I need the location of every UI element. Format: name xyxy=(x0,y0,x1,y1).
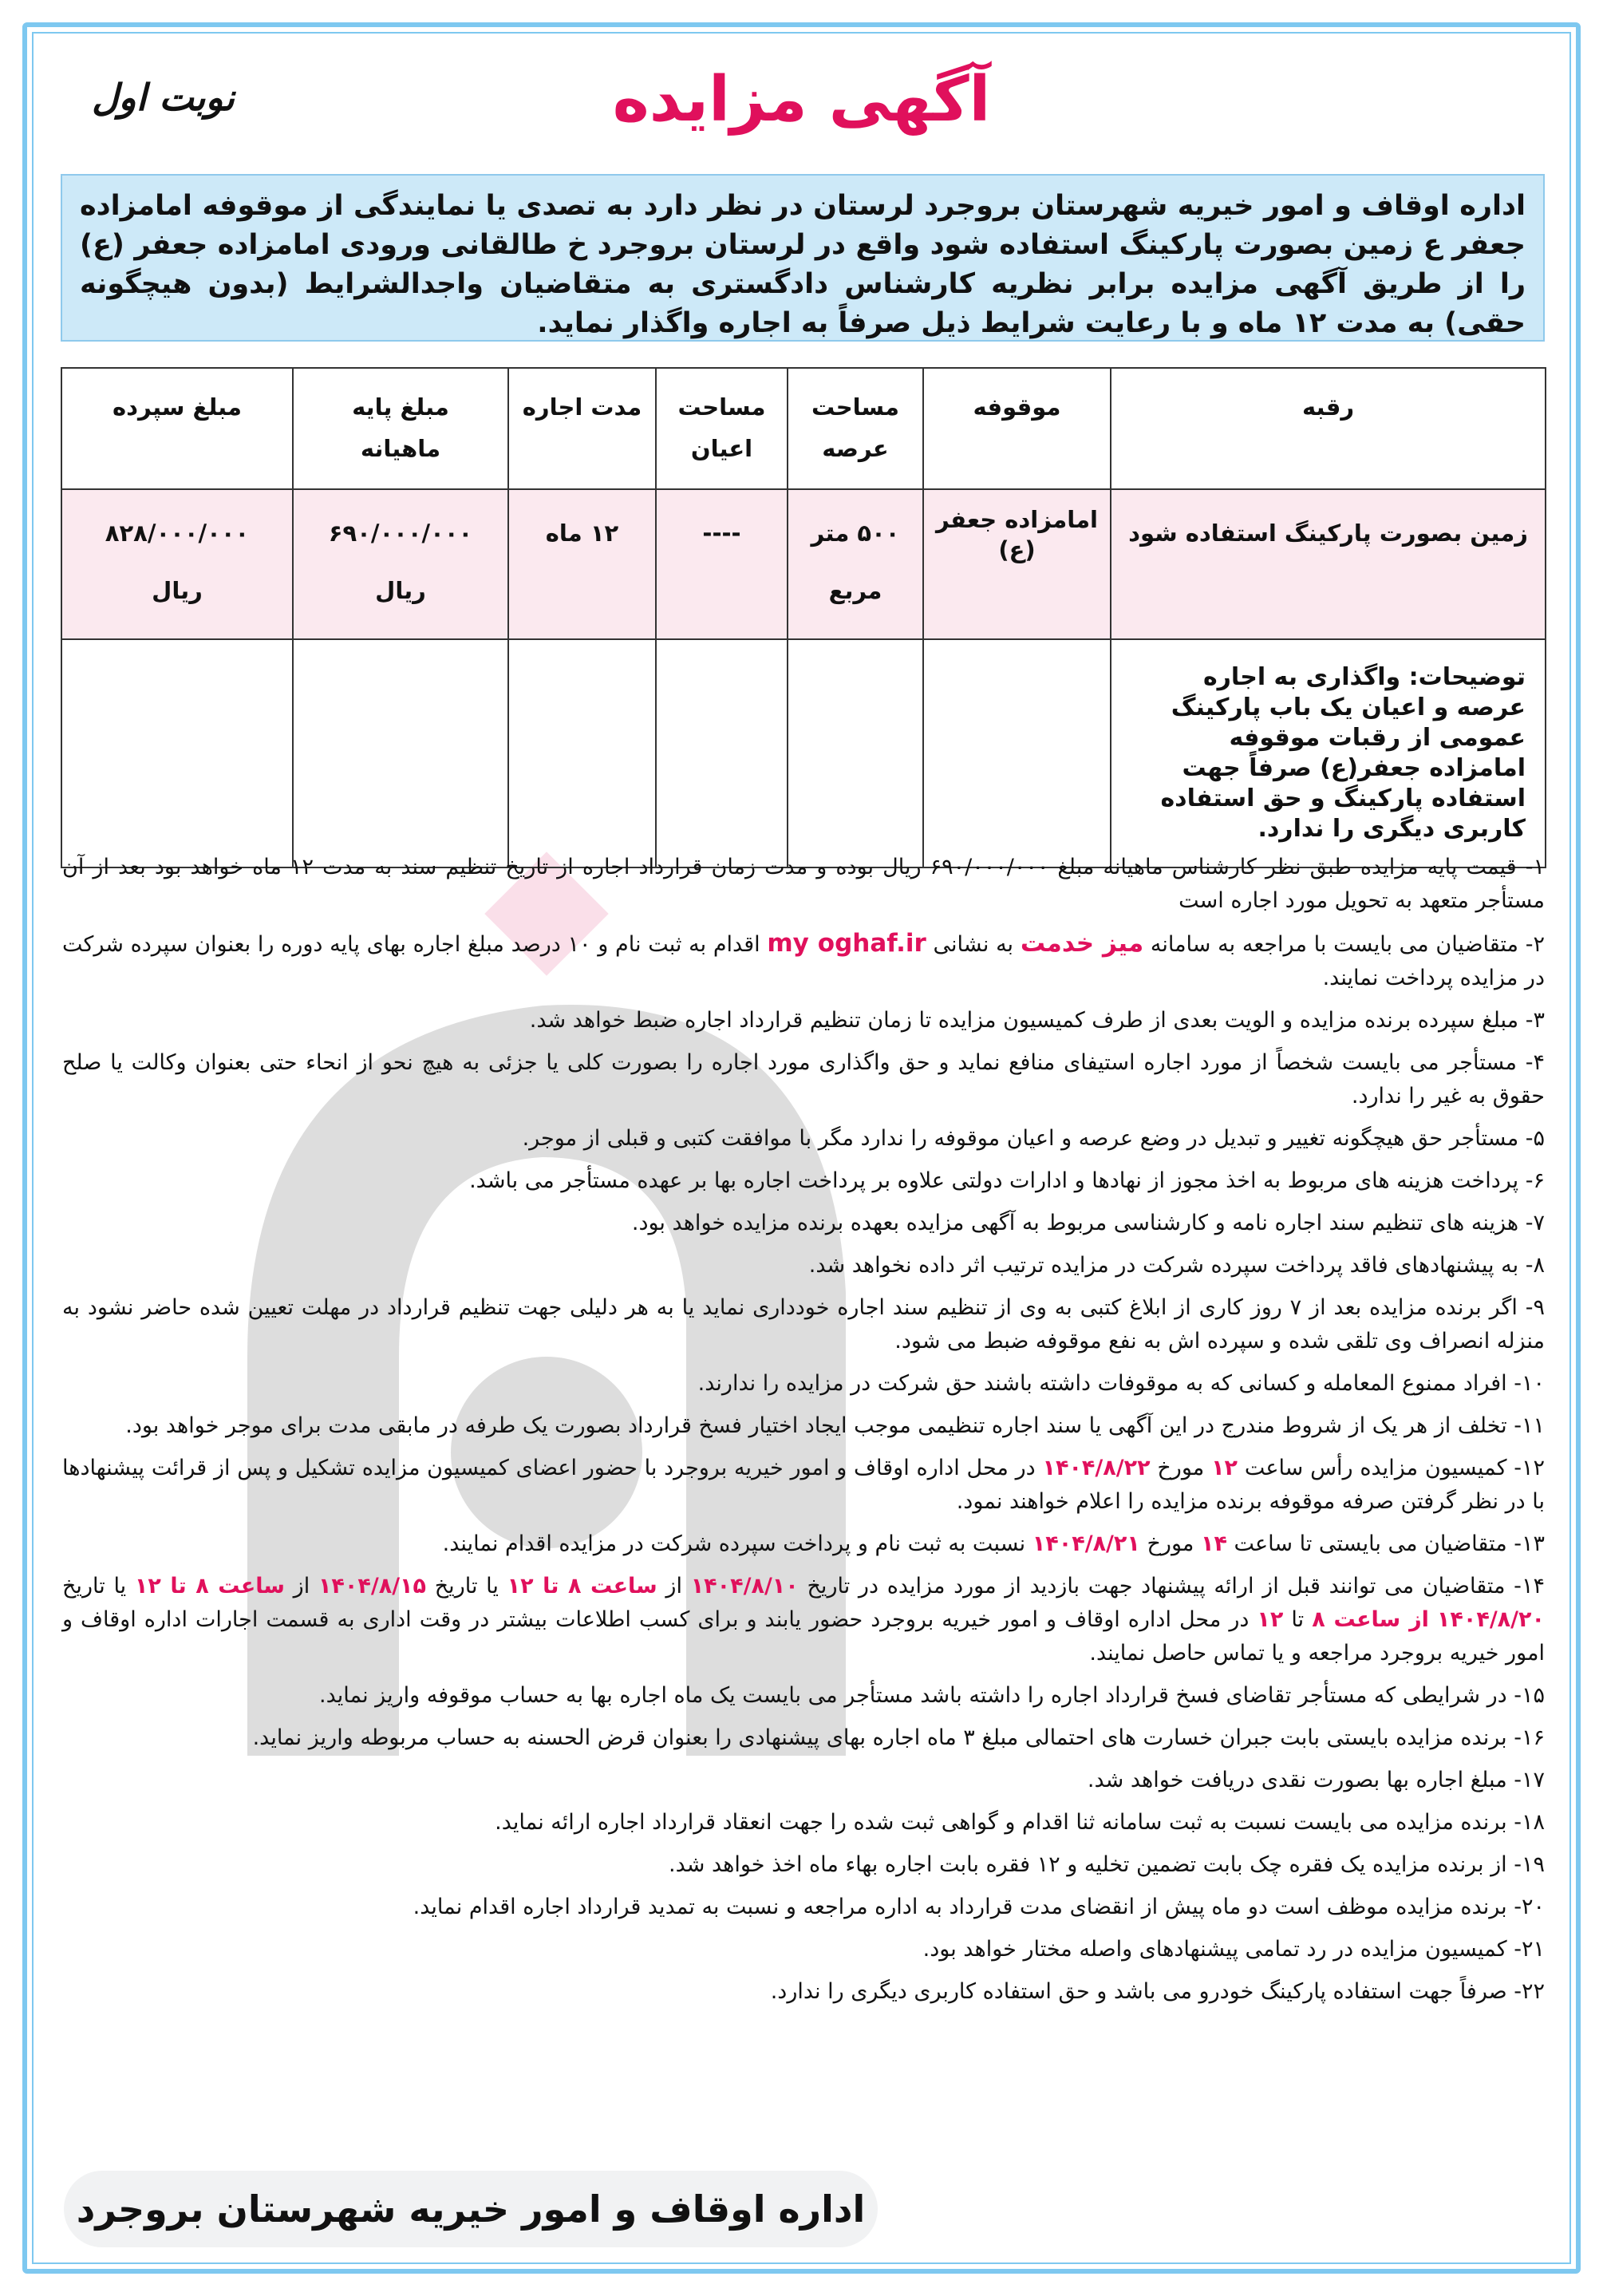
header-building-area: مساحت اعیان xyxy=(656,368,788,489)
cell-item: زمین بصورت پارکینگ استفاده شود xyxy=(1111,489,1546,639)
website-link[interactable]: my oghaf.ir xyxy=(767,929,926,958)
cell-endowment: امامزاده جعفر (ع) xyxy=(923,489,1111,639)
condition-10: ۱۰- افراد ممنوع المعامله و کسانی که به موقوفات داشته باشند حق شرکت در مزایده را ندارند. xyxy=(697,1371,1545,1396)
cell-notes: توضیحات: واگذاری به اجاره عرصه و اعیان یک باب پارکینگ عمومی از رقبات موقوفه امامزاده جعفر(ع) صرفاً جهت استفاده پارکینگ و حق استفاده کاربری دیگری را ندارد. xyxy=(1111,639,1546,867)
cell-building-area: ---- xyxy=(656,489,788,639)
turn-label: نوبت اول xyxy=(92,76,235,119)
condition-11: ۱۱- تخلف از هر یک از شروط مندرج در این آگهی یا سند اجاره تنظیمی موجب ایجاد اختیار فسخ قرارداد بصورت یک طرفه در مابقی مدت برای موجر خواهد بود. xyxy=(125,1413,1545,1438)
condition-2: ۲- متقاضیان می بایست با مراجعه به سامانه میز خدمت به نشانی my oghaf.ir اقدام به ثبت نام و ۱۰ درصد مبلغ اجاره بهای پایه دوره را بعنوان سپرده شرکت در مزایده پرداخت نمایند. xyxy=(62,929,1545,990)
condition-5: ۵- مستأجر حق هیچگونه تغییر و تبدیل در وضع عرصه و اعیان موقوفه را ندارد مگر با موافقت کتبی و قبلی از موجر. xyxy=(522,1126,1545,1151)
condition-6: ۶- پرداخت هزینه های مربوط به اخذ مجوز از نهادها و ادارات دولتی علاوه بر پرداخت اجاره بها بر عهده مستأجر می باشد. xyxy=(469,1168,1545,1193)
header-base-price: مبلغ پایه ماهیانه xyxy=(293,368,508,489)
conditions-list xyxy=(62,851,1545,2017)
table-notes-row xyxy=(61,639,1546,867)
condition-14: ۱۴- متقاضیان می توانند قبل از ارائه پیشنهاد جهت بازدید از مورد مزایده در تاریخ ۱۴۰۴/۸/۱۰ از ساعت ۸ تا ۱۲ یا تاریخ ۱۴۰۴/۸/۱۵ از ساعت ۸ تا ۱۲ یا تاریخ ۱۴۰۴/۸/۲۰ از ساعت ۸ تا ۱۲ در محل اداره اوقاف و امور خیریه بروجرد حضور یابند و برای کسب اطلاعات بیشتر در وقت اداری به قسمت اجارات اداره اوقاف و امور خیریه بروجرد مراجعه و یا تماس حاصل نمایند. xyxy=(62,1574,1545,1666)
header-item: رقبه xyxy=(1111,368,1546,489)
footer-organization: اداره اوقاف و امور خیریه شهرستان بروجرد xyxy=(64,2171,878,2247)
intro-paragraph: اداره اوقاف و امور خیریه شهرستان بروجرد لرستان در نظر دارد به تصدی یا نمایندگی از موقوفه امامزاده جعفر ع زمین بصورت پارکینگ استفاده شود واقع در لرستان بروجرد خ طالقانی ورودی امامزاده جعفر (ع) را از طریق آگهی مزایده برابر نظریه کارشناس دادگستری به متقاضیان واجدالشرایط (بدون هیچگونه حقی) به مدت ۱۲ ماه و با رعایت شرایط ذیل صرفاً به اجاره واگذار نماید. xyxy=(61,174,1545,342)
cell-deposit: ۸۲۸/۰۰۰/۰۰۰ ریال xyxy=(61,489,293,639)
condition-17: ۱۷- مبلغ اجاره بها بصورت نقدی دریافت خواهد شد. xyxy=(1087,1768,1545,1792)
condition-13: ۱۳- متقاضیان می بایستی تا ساعت ۱۴ مورخ ۱۴۰۴/۸/۲۱ نسبت به ثبت نام و پرداخت سپرده شرکت در مزایده اقدام نمایند. xyxy=(442,1531,1545,1556)
header-endowment: موقوفه xyxy=(923,368,1111,489)
page-title: آگهی مزایده xyxy=(612,64,991,136)
cell-lease-period: ۱۲ ماه xyxy=(508,489,656,639)
condition-18: ۱۸- برنده مزایده می بایست نسبت به ثبت سامانه ثنا اقدام و گواهی ثبت شده را جهت انعقاد قرارداد اجاره ارائه نماید. xyxy=(495,1810,1545,1835)
condition-16: ۱۶- برنده مزایده بایستی بابت جبران خسارت های احتمالی مبلغ ۳ ماه اجاره بهای پیشنهادی را بعنوان قرض الحسنه به حساب مربوطه واریز نماید. xyxy=(252,1725,1545,1750)
header-land-area: مساحت عرصه xyxy=(788,368,923,489)
condition-8: ۸- به پیشنهادهای فاقد پرداخت سپرده شرکت در مزایده ترتیب اثر داده نخواهد شد. xyxy=(808,1253,1545,1278)
condition-9: ۹- اگر برنده مزایده بعد از ۷ روز کاری از ابلاغ کتبی به وی از تنظیم سند اجاره خودداری نماید یا به هر دلیلی جهت تنظیم قرارداد در مهلت تعیین شده حاضر نشود به منزله انصراف وی تلقی شده و سپرده اش به نفع موقوفه ضبط می شود. xyxy=(62,1295,1545,1353)
header-deposit: مبلغ سپرده xyxy=(61,368,293,489)
condition-12: ۱۲- کمیسیون مزایده رأس ساعت ۱۲ مورخ ۱۴۰۴/۸/۲۲ در محل اداره اوقاف و امور خیریه بروجرد با حضور اعضای کمیسیون مزایده تشکیل و پس از قرائت پیشنهادها با در نظر گرفتن صرفه موقوفه برنده مزایده را اعلام خواهند نمود. xyxy=(62,1456,1546,1514)
table-row xyxy=(61,489,1546,639)
condition-7: ۷- هزینه های تنظیم سند اجاره نامه و کارشناسی مربوط به آگهی مزایده بعهده برنده مزایده خواهد بود. xyxy=(631,1211,1545,1235)
auction-table xyxy=(61,367,1546,868)
condition-4: ۴- مستأجر می بایست شخصاً از مورد اجاره استیفای منافع نماید و حق واگذاری مورد اجاره را بصورت کلی یا جزئی به هیچ نحو از انحاء حتی بعنوان وکالت یا صلح حقوق به غیر را ندارد. xyxy=(62,1050,1545,1108)
condition-19: ۱۹- از برنده مزایده یک فقره چک بابت تضمین تخلیه و ۱۲ فقره بابت اجاره بهاء ماه اخذ خواهد شد. xyxy=(668,1852,1545,1877)
condition-1: ۱- قیمت پایه مزایده طبق نظر کارشناس ماهیانه مبلغ ۶۹۰/۰۰۰/۰۰۰ ریال بوده و مدت زمان قرارداد اجاره از تاریخ تنظیم سند به مدت ۱۲ ماه خواهد بود بعد از آن مستأجر متعهد به تحویل مورد اجاره است xyxy=(62,855,1545,913)
condition-22: ۲۲- صرفاً جهت استفاده پارکینگ خودرو می باشد و حق استفاده کاربری دیگری را ندارد. xyxy=(770,1979,1545,2004)
cell-base-price: ۶۹۰/۰۰۰/۰۰۰ ریال xyxy=(293,489,508,639)
table-header-row xyxy=(61,368,1546,489)
service-name: میز خدمت xyxy=(1020,929,1144,958)
condition-3: ۳- مبلغ سپرده برنده مزایده و الویت بعدی از طرف کمیسیون مزایده تا زمان تنظیم قرارداد اجاره ضبط خواهد شد. xyxy=(529,1008,1545,1033)
condition-20: ۲۰- برنده مزایده موظف است دو ماه پیش از انقضای مدت قرارداد به اداره مراجعه و نسبت به تمدید قرارداد اجاره اقدام نماید. xyxy=(413,1895,1545,1919)
header-lease-period: مدت اجاره xyxy=(508,368,656,489)
condition-21: ۲۱- کمیسیون مزایده در رد تمامی پیشنهادهای واصله مختار خواهد بود. xyxy=(922,1937,1545,1962)
condition-15: ۱۵- در شرایطی که مستأجر تقاضای فسخ قرارداد اجاره را داشته باشد مستأجر می بایست یک ماه اجاره بها به حساب موقوفه واریز نماید. xyxy=(318,1683,1545,1708)
cell-land-area: ۵۰۰ متر مربع xyxy=(788,489,923,639)
